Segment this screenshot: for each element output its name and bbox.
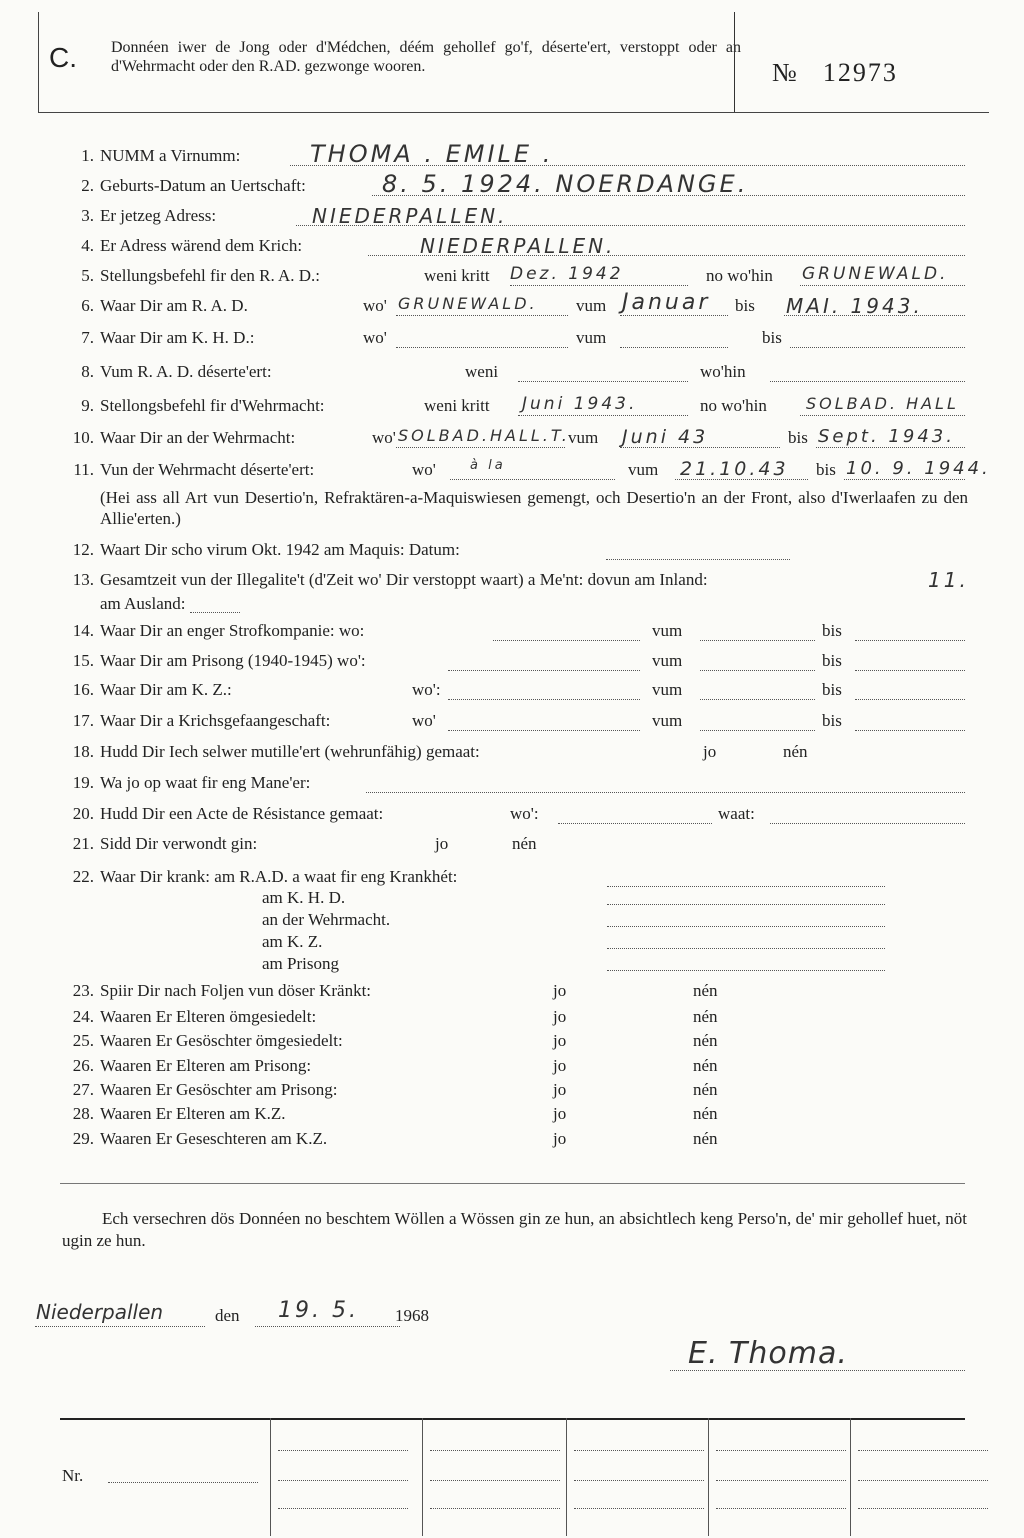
item-number: 21.: [72, 834, 94, 853]
item-20-waat-label: waat:: [718, 804, 755, 823]
item-5-weni-label: weni kritt: [424, 266, 490, 285]
item-11-wo-val: à la: [470, 458, 506, 473]
item-number: 20.: [72, 804, 94, 823]
item-6-bis-label: bis: [735, 296, 755, 315]
form-item-9: [0, 396, 1024, 426]
item-label: Waaren Er Geseschteren am K.Z.: [100, 1129, 328, 1148]
item-27-jo-label: jo: [553, 1080, 567, 1099]
item-17-vum-label: vum: [652, 711, 683, 730]
item-29-jo-label: jo: [553, 1129, 567, 1148]
item-6-wo-label: wo': [363, 296, 387, 315]
item-label: Er Adress wärend dem Krich:: [100, 236, 303, 255]
item-number: 24.: [72, 1007, 94, 1026]
item-label: Sidd Dir verwondt gin:: [100, 834, 258, 853]
item-10-wo-label: wo': [372, 428, 396, 447]
item-number: 2.: [81, 176, 94, 195]
item-18-nen-label: nén: [783, 742, 808, 761]
item-10-bis-val: Sept. 1943.: [818, 426, 955, 447]
item-13-value: 11.: [928, 568, 969, 592]
item-14-vum-label: vum: [652, 621, 683, 640]
item-label: Gesamtzeit vun der Illegalite't (d'Zeit wo' Dir verstoppt waart) a Me'nt: dovun am Inland:: [100, 570, 708, 589]
item-number: 6.: [81, 296, 94, 315]
item-8-wohin-label: wo'hin: [700, 362, 746, 381]
item-label: Waaren Er Elteren am K.Z.: [100, 1104, 286, 1123]
form-item-15: [0, 651, 1024, 681]
item-22-sub-1: am K. H. D.: [262, 888, 346, 907]
item-label: Waar Dir am K. H. D.:: [100, 328, 255, 347]
form-item-3: [0, 206, 1024, 236]
item-label: Geburts-Datum an Uertschaft:: [100, 176, 306, 195]
item-5-wohin-label: no wo'hin: [706, 266, 773, 285]
den-label: den: [215, 1306, 240, 1325]
item-9-wohin-label: no wo'hin: [700, 396, 767, 415]
item-11-note: (Hei ass all Art vun Desertio'n, Refraktären-a-Maquiswiesen gemengt, och Desertio'n an der Front, also d'Iwerlaafen zu den Allie'erten.): [100, 488, 968, 528]
item-17-bis-label: bis: [822, 711, 842, 730]
form-item-2: [0, 170, 1024, 206]
form-item-17: [0, 711, 1024, 741]
form-item-16: [0, 680, 1024, 710]
item-label: Stellongsbefehl fir d'Wehrmacht:: [100, 396, 325, 415]
item-number: 18.: [72, 742, 94, 761]
item-number: 22.: [72, 867, 94, 886]
item-number: 16.: [72, 680, 94, 699]
item-4-value: NIEDERPALLEN.: [420, 234, 616, 258]
item-number: 12.: [72, 540, 94, 559]
item-number: 13.: [72, 570, 94, 589]
item-10-vum-val: Juni 43: [622, 426, 709, 448]
item-23-jo-label: jo: [553, 981, 567, 1000]
item-number: 9.: [81, 396, 94, 415]
form-header: [38, 12, 989, 113]
item-16-wo-label: wo':: [412, 680, 441, 699]
form-item-11: [0, 460, 1024, 490]
item-14-bis-label: bis: [822, 621, 842, 640]
item-label: Waar Dir an der Wehrmacht:: [100, 428, 296, 447]
item-number: 8.: [81, 362, 94, 381]
item-28-nen-label: nén: [693, 1104, 718, 1123]
item-number: 4.: [81, 236, 94, 255]
item-label: Hudd Dir Iech selwer mutille'ert (wehrunfähig) gemaat:: [100, 742, 480, 761]
place-value: Niederpallen: [36, 1300, 164, 1324]
item-7-vum-label: vum: [576, 328, 607, 347]
item-5-weni-val: Dez. 1942: [510, 264, 624, 284]
form-item-18: [0, 742, 1024, 772]
item-label: NUMM a Virnumm:: [100, 146, 241, 165]
item-29-nen-label: nén: [693, 1129, 718, 1148]
item-label: Waaren Er Gesöschter ömgesiedelt:: [100, 1031, 343, 1050]
item-label: Vun der Wehrmacht déserte'ert:: [100, 460, 315, 479]
item-22-sub-2: an der Wehrmacht.: [262, 910, 391, 929]
item-label: Waar Dir am K. Z.:: [100, 680, 232, 699]
item-9-weni-label: weni kritt: [424, 396, 490, 415]
item-26-jo-label: jo: [553, 1056, 567, 1075]
section-letter: C.: [49, 42, 77, 73]
item-10-wo-val: SOLBAD.HALL.T.: [398, 426, 570, 445]
header-divider: [734, 12, 735, 112]
form-item-6: [0, 290, 1024, 326]
item-label: Waar Dir a Krichsgefaangeschaft:: [100, 711, 331, 730]
item-20-wo-label: wo':: [510, 804, 539, 823]
year-value: 1968: [395, 1306, 429, 1325]
item-label: Spiir Dir nach Foljen vun döser Kränkt:: [100, 981, 372, 1000]
form-item-22: [0, 867, 1024, 897]
form-item-19: [0, 773, 1024, 803]
office-box: [60, 1418, 965, 1538]
signature: E. Thoma.: [688, 1336, 848, 1371]
item-11-bis-val: 10. 9. 1944.: [846, 458, 991, 479]
number-label: №: [772, 58, 797, 87]
item-13-abroad: am Ausland:: [100, 594, 185, 614]
item-22-sub-3: am K. Z.: [262, 932, 323, 951]
form-item-8: [0, 362, 1024, 392]
item-number: 10.: [72, 428, 94, 447]
item-21-nen-label: nén: [512, 834, 537, 853]
item-label: Waar Dir krank: am R.A.D. a waat fir eng Krankhét:: [100, 867, 458, 886]
item-28-jo-label: jo: [553, 1104, 567, 1123]
form-number: [772, 58, 898, 88]
item-label: Vum R. A. D. déserte'ert:: [100, 362, 272, 381]
item-number: 28.: [72, 1104, 94, 1123]
item-number: 25.: [72, 1031, 94, 1050]
item-label: Waar Dir an enger Strofkompanie: wo:: [100, 621, 365, 640]
item-8-weni-label: weni: [465, 362, 499, 381]
item-label: Waar Dir am Prisong (1940-1945) wo':: [100, 651, 366, 670]
form-item-5: [0, 266, 1024, 296]
item-5-wohin-val: GRUNEWALD.: [802, 264, 949, 284]
declaration-text: Ech versechren dös Donnéen no beschtem Wöllen a Wössen gin ze hun, an absichtlech keng Perso'n, de' mir gehollef huet, nöt ugin ze hun.: [62, 1209, 967, 1250]
item-number: 14.: [72, 621, 94, 640]
form-item-14: [0, 621, 1024, 651]
item-15-vum-label: vum: [652, 651, 683, 670]
date-value: 19. 5.: [278, 1298, 359, 1323]
item-11-vum-val: 21.10.43: [680, 458, 789, 480]
item-label: Waaren Er Gesöschter am Prisong:: [100, 1080, 338, 1099]
item-number: 27.: [72, 1080, 94, 1099]
item-number: 7.: [81, 328, 94, 347]
item-number: 5.: [81, 266, 94, 285]
form-item-4: [0, 236, 1024, 266]
item-3-value: NIEDERPALLEN.: [312, 204, 508, 228]
form-item-7: [0, 328, 1024, 358]
divider-line: [60, 1183, 965, 1184]
item-6-vum-label: vum: [576, 296, 607, 315]
item-number: 15.: [72, 651, 94, 670]
item-number: 1.: [81, 146, 94, 165]
item-6-wo-val: GRUNEWALD.: [398, 294, 538, 313]
item-number: 17.: [72, 711, 94, 730]
item-25-nen-label: nén: [693, 1031, 718, 1050]
item-7-bis-label: bis: [762, 328, 782, 347]
item-label: Waaren Er Elteren ömgesiedelt:: [100, 1007, 317, 1026]
item-2-value: 8. 5. 1924. NOERDANGE.: [382, 170, 749, 198]
item-16-vum-label: vum: [652, 680, 683, 699]
form-item-21: [0, 834, 1024, 864]
item-24-nen-label: nén: [693, 1007, 718, 1026]
item-label: Wa jo op waat fir eng Mane'er:: [100, 773, 311, 792]
item-number: 3.: [81, 206, 94, 225]
item-24-jo-label: jo: [553, 1007, 567, 1026]
signature-line: [670, 1370, 965, 1371]
number-value: 12973: [822, 58, 898, 87]
item-21-jo-label: jo: [435, 834, 449, 853]
item-17-wo-label: wo': [412, 711, 436, 730]
item-10-vum-label: vum: [568, 428, 599, 447]
item-23-nen-label: nén: [693, 981, 718, 1000]
item-27-nen-label: nén: [693, 1080, 718, 1099]
item-15-bis-label: bis: [822, 651, 842, 670]
item-label: Stellungsbefehl fir den R. A. D.:: [100, 266, 321, 285]
item-number: 19.: [72, 773, 94, 792]
item-16-bis-label: bis: [822, 680, 842, 699]
header-text: Donnéen iwer de Jong oder d'Médchen, déém gehollef go'f, déserte'ert, verstoppt oder an d'Wehrmacht oder den R.AD. gezwonge wooren.: [111, 39, 741, 75]
form-item-29: [0, 1129, 1024, 1159]
item-6-bis-val: MAI. 1943.: [786, 294, 923, 318]
item-11-bis-label: bis: [816, 460, 836, 479]
item-6-vum-val: Januar: [622, 290, 711, 315]
item-25-jo-label: jo: [553, 1031, 567, 1050]
item-number: 26.: [72, 1056, 94, 1075]
item-label: Waaren Er Elteren am Prisong:: [100, 1056, 312, 1075]
item-9-wohin-val: SOLBAD. HALL: [806, 394, 959, 413]
item-label: Er jetzeg Adress:: [100, 206, 217, 225]
item-number: 11.: [73, 460, 94, 479]
item-number: 23.: [72, 981, 94, 1000]
item-22-sub-4: am Prisong: [262, 954, 339, 973]
form-item-10: [0, 428, 1024, 458]
item-10-bis-label: bis: [788, 428, 808, 447]
item-26-nen-label: nén: [693, 1056, 718, 1075]
item-number: 29.: [72, 1129, 94, 1148]
item-11-vum-label: vum: [628, 460, 659, 479]
item-11-wo-label: wo': [412, 460, 436, 479]
place-date-line: [30, 1298, 480, 1338]
item-label: Waar Dir am R. A. D.: [100, 296, 248, 315]
item-18-jo-label: jo: [703, 742, 717, 761]
form-item-20: [0, 804, 1024, 834]
item-9-weni-val: Juni 1943.: [522, 394, 638, 414]
form-item-12: [0, 540, 1024, 570]
item-label: Waart Dir scho virum Okt. 1942 am Maquis: Datum:: [100, 540, 460, 559]
nr-label: Nr.: [62, 1466, 84, 1485]
item-1-value: THOMA . EMILE .: [310, 140, 554, 168]
item-label: Hudd Dir een Acte de Résistance gemaat:: [100, 804, 384, 823]
item-7-wo-label: wo': [363, 328, 387, 347]
